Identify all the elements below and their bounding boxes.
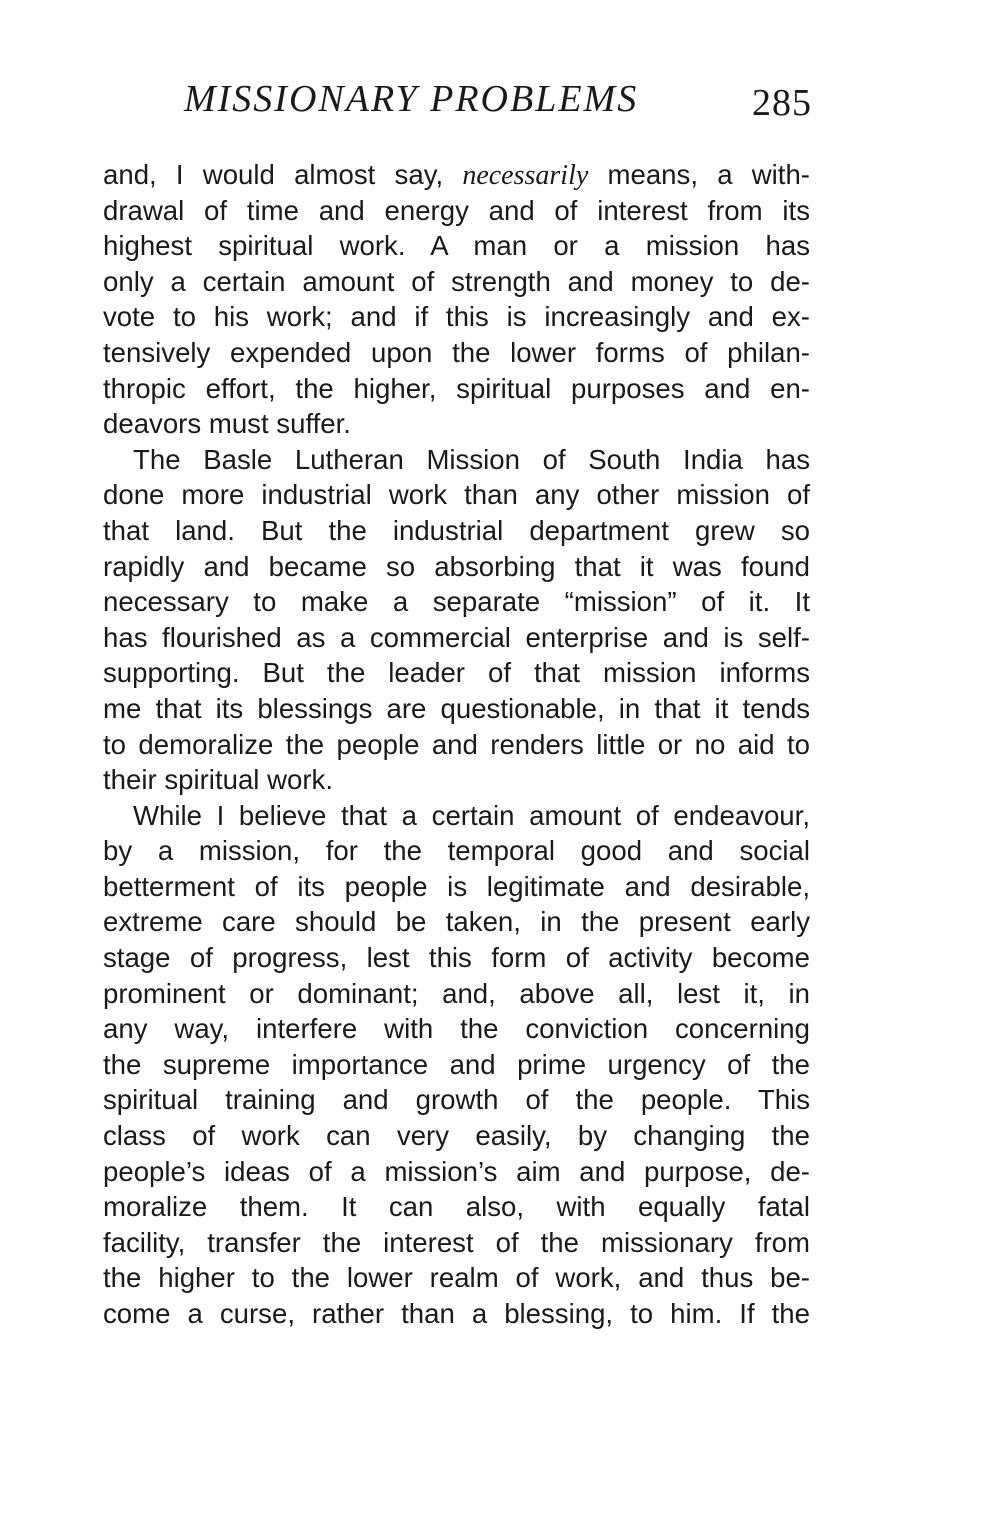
text-line: has flourished as a commercial enterprise and is self- [103,621,810,653]
text-line: the supreme importance and prime urgency of the [103,1048,810,1080]
running-head [100,74,812,134]
text-line: rapidly and became so absorbing that it was found [103,550,810,582]
text-line: done more industrial work than any other mission of [103,479,810,511]
text-line: supporting. But the leader of that mission informs [103,657,810,689]
text-line: any way, interfere with the conviction concerning [103,1013,810,1045]
text-line: the higher to the lower realm of work, and thus be- [103,1262,810,1294]
text-line: thropic effort, the higher, spiritual purposes and en- [103,372,810,404]
text-line: While I believe that a certain amount of endeavour, [133,799,810,831]
emphasized-word: necessarily [462,160,589,191]
text-line: highest spiritual work. A man or a mission has [103,230,810,262]
text-line: by a mission, for the temporal good and social [103,835,810,867]
text-line: that land. But the industrial department grew so [103,514,810,546]
text-line: The Basle Lutheran Mission of South India has [133,443,810,475]
text-line: necessary to make a separate “mission” of it. It [103,586,810,618]
text-line: betterment of its people is legitimate and desirable, [103,870,810,902]
paragraph-1 [103,157,810,442]
text-line: tensively expended upon the lower forms of philan- [103,336,810,368]
text-line: only a certain amount of strength and money to de- [103,265,810,297]
text-line: their spiritual work. [103,764,334,796]
text-line: vote to his work; and if this is increasingly and ex- [103,301,810,333]
text-line: come a curse, rather than a blessing, to him. If the [103,1298,810,1329]
running-title: MISSIONARY PROBLEMS [184,78,639,120]
paragraph-2 [103,442,810,798]
text-line: drawal of time and energy and of interest from its [103,194,810,226]
page-number: 285 [752,82,812,124]
text-line: me that its blessings are questionable, in that it tends [103,692,810,724]
text-line: deavors must suffer. [103,408,351,440]
text-line: and, I would almost say, necessarily means, a with- [103,159,811,191]
text-line: extreme care should be taken, in the present early [103,906,810,938]
text-line: prominent or dominant; and, above all, lest it, in [103,977,810,1009]
text-line: to demoralize the people and renders little or no aid to [103,728,810,760]
text-line: spiritual training and growth of the people. This [103,1084,810,1116]
text-line: moralize them. It can also, with equally fatal [103,1191,810,1223]
text-line: facility, transfer the interest of the missionary from [103,1226,810,1258]
paragraph-3 [103,798,810,1332]
text-line: stage of progress, lest this form of activity become [103,942,810,974]
text-line: class of work can very easily, by changing the [103,1120,810,1152]
body-text [103,157,810,1332]
text-line: people’s ideas of a mission’s aim and purpose, de- [103,1155,810,1187]
